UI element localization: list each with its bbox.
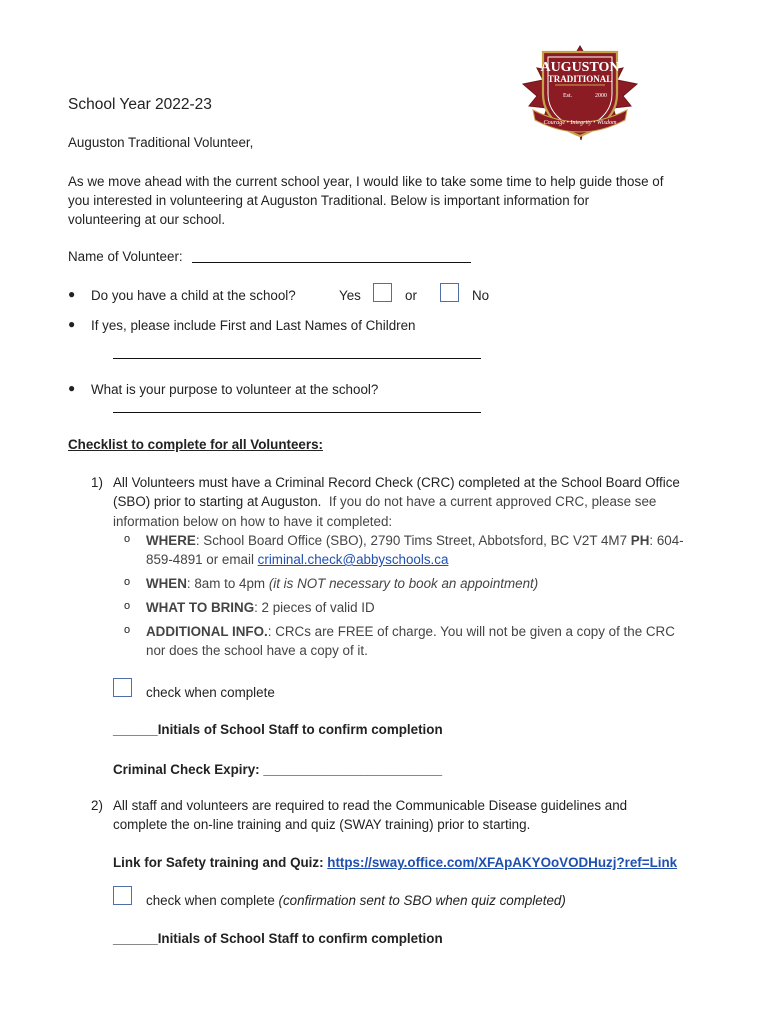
- where-label: WHERE: [146, 533, 196, 548]
- bring-text: : 2 pieces of valid ID: [254, 600, 375, 615]
- item2-line-2: complete the on-line training and quiz (SWAY training) prior to starting.: [113, 817, 531, 832]
- where-line: [146, 531, 684, 550]
- children-names-prompt: If yes, please include First and Last Names of Children: [91, 318, 416, 333]
- when-note: (it is NOT necessary to book an appointment): [268, 576, 539, 591]
- sway-check-note: (confirmation sent to SBO when quiz completed): [278, 893, 566, 908]
- page-title: School Year 2022-23: [68, 96, 212, 113]
- children-names-field[interactable]: [113, 358, 481, 359]
- greeting: Auguston Traditional Volunteer,: [68, 135, 254, 150]
- bullet-icon: ●: [68, 287, 76, 301]
- where-line-2: [146, 550, 448, 569]
- yes-label: Yes: [339, 288, 361, 303]
- item1-line-2b: If you do not have a current approved CRC, please see: [328, 494, 657, 509]
- sway-check-label: check when complete: [146, 893, 275, 908]
- crc-check-label: check when complete: [146, 685, 275, 700]
- info-label: ADDITIONAL INFO.: [146, 624, 268, 639]
- crc-expiry-blank[interactable]: ________________________: [263, 762, 443, 777]
- item1-line-2: [113, 492, 656, 511]
- crc-initials-blank[interactable]: ______: [113, 722, 158, 737]
- or-label: or: [405, 288, 417, 303]
- sway-complete-checkbox[interactable]: [113, 886, 132, 905]
- no-checkbox[interactable]: [440, 283, 459, 302]
- sub-bullet-icon: o: [124, 600, 131, 612]
- when-label: WHEN: [146, 576, 187, 591]
- intro-line-2: you interested in volunteering at Auguston Traditional. Below is important information for: [68, 193, 590, 208]
- sway-initials-line: [113, 929, 443, 948]
- child-question: Do you have a child at the school?: [91, 288, 296, 303]
- purpose-question: What is your purpose to volunteer at the school?: [91, 382, 379, 397]
- info-line-2: nor does the school have a copy of it.: [146, 643, 368, 658]
- bring-line: [146, 598, 375, 617]
- when-line: [146, 574, 538, 593]
- bullet-icon: ●: [68, 381, 76, 395]
- sway-initials-label: Initials of School Staff to confirm completion: [157, 931, 443, 946]
- info-line: [146, 622, 675, 641]
- bring-label: WHAT TO BRING: [146, 600, 255, 615]
- sway-initials-blank[interactable]: ______: [113, 931, 158, 946]
- crest-name-line1: AUGUSTON: [540, 60, 620, 75]
- item1-number: 1): [91, 475, 103, 490]
- sub-bullet-icon: o: [124, 533, 131, 545]
- checklist-heading: Checklist to complete for all Volunteers:: [68, 437, 323, 452]
- when-text: : 8am to 4pm: [186, 576, 266, 591]
- sub-bullet-icon: o: [124, 576, 131, 588]
- crest-year: 2000: [595, 93, 607, 99]
- crc-expiry-label: Criminal Check Expiry:: [113, 762, 260, 777]
- ph-text: : 604-: [649, 533, 684, 548]
- sway-link-line: [113, 853, 677, 872]
- crc-initials-label: Initials of School Staff to confirm completion: [157, 722, 443, 737]
- item1-line-1: All Volunteers must have a Criminal Record Check (CRC) completed at the School Board Office: [113, 475, 680, 490]
- crc-complete-checkbox[interactable]: [113, 678, 132, 697]
- volunteer-name-field[interactable]: [192, 262, 471, 263]
- crc-initials-line: [113, 720, 443, 739]
- crest-motto: Courage • Integrity • Wisdom: [543, 119, 617, 126]
- school-crest-logo: [515, 44, 645, 144]
- crest-est: Est.: [563, 93, 573, 99]
- crest-name-line2: TRADITIONAL: [547, 74, 613, 84]
- purpose-field[interactable]: [113, 412, 481, 413]
- volunteer-name-label: Name of Volunteer:: [68, 249, 183, 264]
- sway-link[interactable]: https://sway.office.com/XFApAKYOoVODHuzj?ref=Link: [327, 855, 678, 870]
- info-text: : CRCs are FREE of charge. You will not be given a copy of the CRC: [267, 624, 675, 639]
- sway-check-line: [146, 891, 566, 910]
- no-label: No: [472, 288, 490, 303]
- yes-checkbox[interactable]: [373, 283, 392, 302]
- intro-line-1: As we move ahead with the current school year, I would like to take some time to help guide those of: [68, 174, 664, 189]
- bullet-icon: ●: [68, 317, 76, 331]
- crc-expiry-line: [113, 760, 442, 779]
- ph-label: PH: [630, 533, 650, 548]
- item1-line-3: information below on how to have it completed:: [113, 514, 393, 529]
- sway-link-label: Link for Safety training and Quiz:: [113, 855, 324, 870]
- email-link[interactable]: criminal.check@abbyschools.ca: [257, 552, 449, 567]
- item2-number: 2): [91, 798, 103, 813]
- sub-bullet-icon: o: [124, 624, 131, 636]
- intro-line-3: volunteering at our school.: [68, 212, 226, 227]
- item2-line-1: All staff and volunteers are required to read the Communicable Disease guidelines and: [113, 798, 628, 813]
- where-line-2-text: 859-4891 or email: [146, 552, 254, 567]
- where-text: : School Board Office (SBO), 2790 Tims Street, Abbotsford, BC V2T 4M7: [195, 533, 628, 548]
- item1-line-2a: (SBO) prior to starting at Auguston.: [113, 494, 322, 509]
